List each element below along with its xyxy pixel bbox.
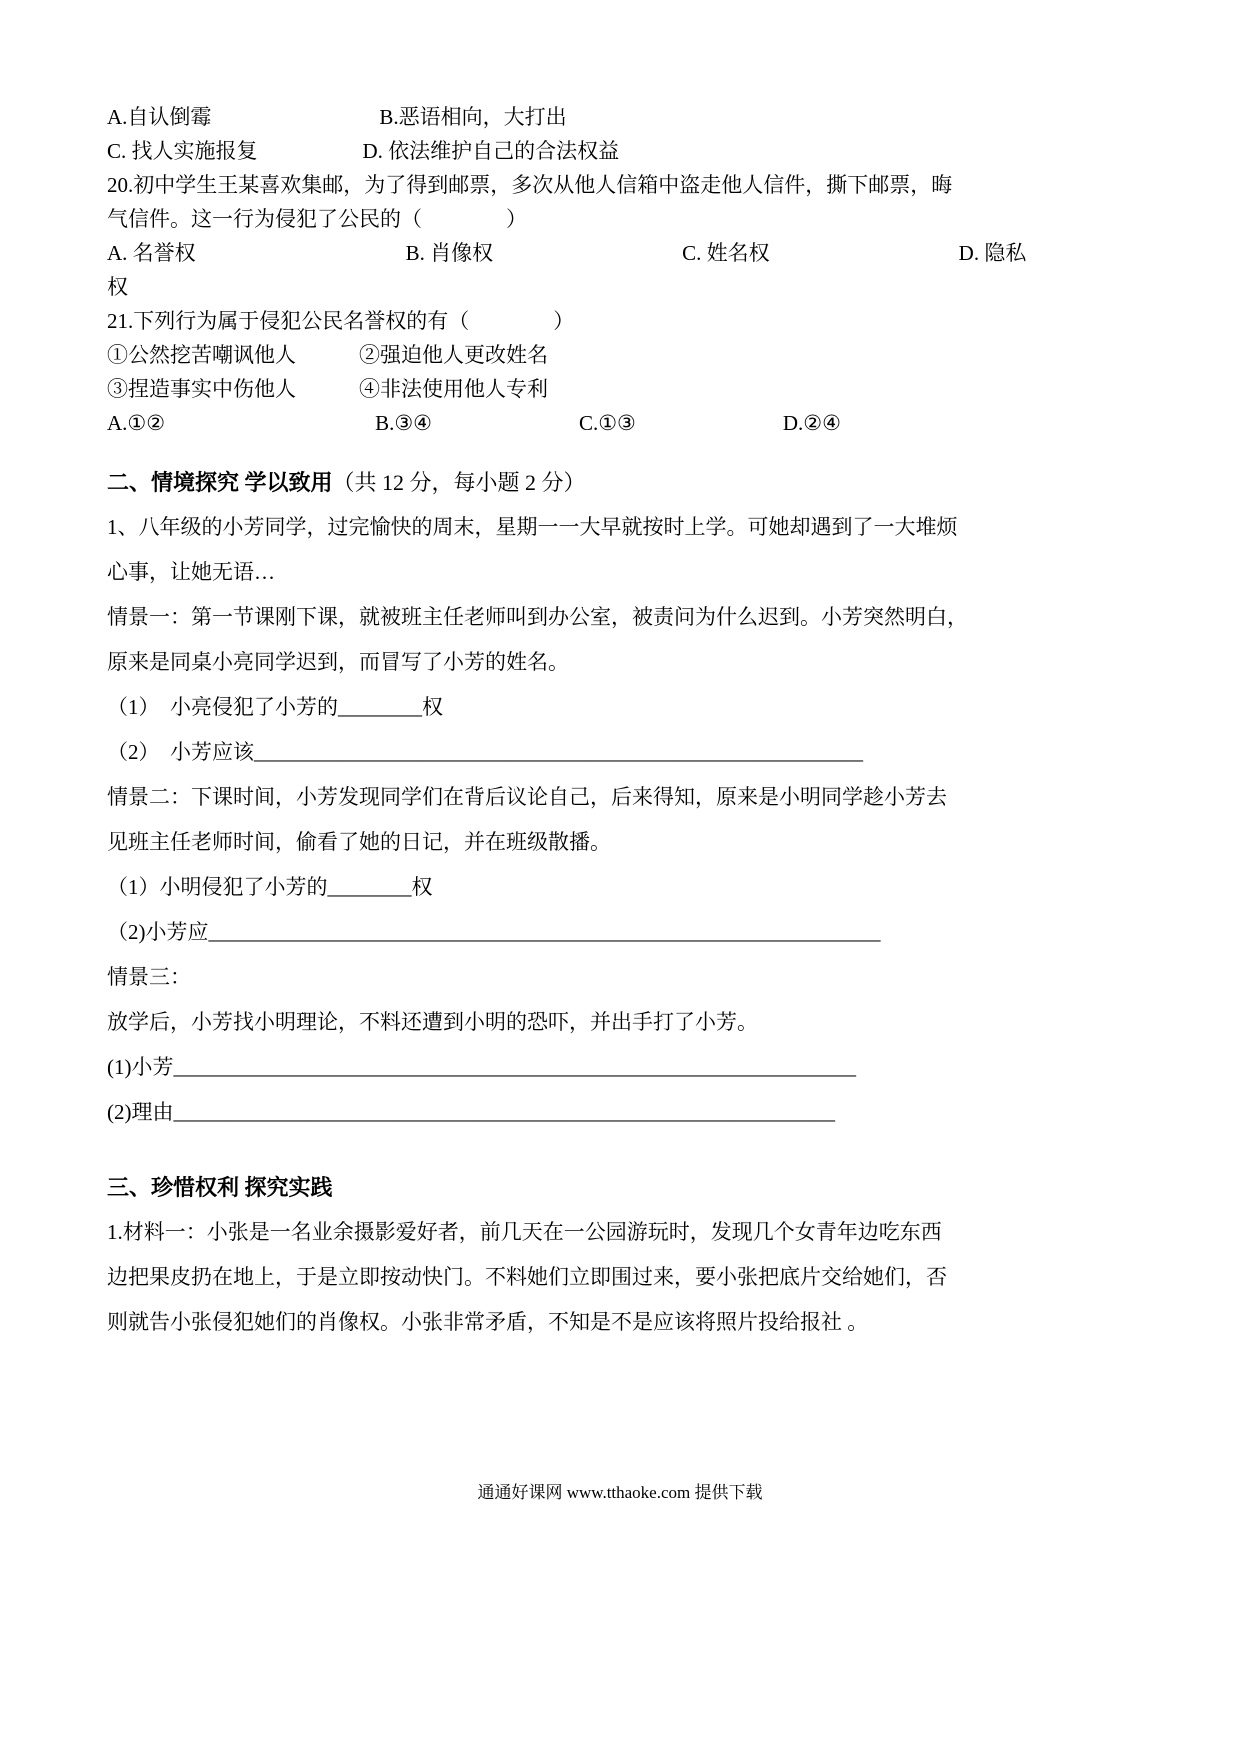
q19-options-cd (107, 134, 1140, 168)
scenario-2-line-2 (107, 820, 1140, 865)
material-1-line-2 (107, 1255, 1140, 1300)
line-text: A.自认倒霉 B.恶语相向，大打出 (107, 105, 567, 129)
line-text: （1） 小亮侵犯了小芳的________权 (107, 695, 443, 719)
line-text: 21.下列行为属于侵犯公民名誉权的有（ ） (107, 309, 575, 333)
line-text: 1.材料一：小张是一名业余摄影爱好者，前几天在一公园游玩时，发现几个女青年边吃东西 (107, 1220, 942, 1244)
question-20-options (107, 236, 1140, 270)
question-21-stem (107, 304, 1140, 338)
material-1-line-3 (107, 1300, 1140, 1345)
page-footer (0, 1478, 1240, 1503)
scenario-intro-line-1 (107, 505, 1140, 550)
question-20-stem-line-2 (107, 202, 1140, 236)
line-text: 情景三： (107, 965, 191, 989)
scenario-2-line-1 (107, 775, 1140, 820)
scenario-3-q2 (107, 1090, 1140, 1135)
line-text: 20.初中学生王某喜欢集邮，为了得到邮票，多次从他人信箱中盗走他人信件，撕下邮票，晦 (107, 173, 953, 197)
q19-options-ab (107, 100, 1140, 134)
line-text: A.①② B.③④ C.①③ D.②④ (107, 411, 841, 435)
line-text: ①公然挖苦嘲讽他人 ②强迫他人更改姓名 (107, 343, 548, 367)
line-text: 则就告小张侵犯她们的肖像权。小张非常矛盾，不知是不是应该将照片投给报社 。 (107, 1310, 869, 1334)
question-20-stem-line-1 (107, 168, 1140, 202)
scenario-3-label (107, 955, 1140, 1000)
line-text: 原来是同桌小亮同学迟到，而冒写了小芳的姓名。 (107, 650, 569, 674)
heading-text: 二、情境探究 学以致用 (107, 470, 333, 495)
question-20-options-wrap (107, 270, 1140, 304)
line-text: (1)小芳_________________________________________________________________ (107, 1055, 856, 1079)
section-2-heading (107, 460, 1140, 505)
question-21-options (107, 406, 1140, 440)
scenario-1-q2 (107, 730, 1140, 775)
scenario-2-q2 (107, 910, 1140, 955)
line-text: （1）小明侵犯了小芳的________权 (107, 875, 433, 899)
line-text: 心事，让她无语… (107, 560, 275, 584)
line-text: ③捏造事实中伤他人 ④非法使用他人专利 (107, 377, 548, 401)
scenario-1-line-1 (107, 595, 1140, 640)
line-text: 放学后，小芳找小明理论，不料还遭到小明的恐吓，并出手打了小芳。 (107, 1010, 758, 1034)
scenario-1-q1 (107, 685, 1140, 730)
line-text: （2)小芳应________________________________________________________________ (107, 920, 881, 944)
footer-text: 通通好课网 www.tthaoke.com 提供下载 (477, 1483, 763, 1502)
line-text: (2)理由_______________________________________________________________ (107, 1100, 835, 1124)
question-21-items-1-2 (107, 338, 1140, 372)
document-content (107, 100, 1140, 1345)
scenario-intro-line-2 (107, 550, 1140, 595)
material-1-line-1 (107, 1210, 1140, 1255)
scenario-1-line-2 (107, 640, 1140, 685)
scenario-2-q1 (107, 865, 1140, 910)
line-text: 权 (107, 275, 128, 299)
line-text: 见班主任老师时间，偷看了她的日记，并在班级散播。 (107, 830, 611, 854)
line-text: C. 找人实施报复 D. 依法维护自己的合法权益 (107, 139, 620, 163)
line-text: （2） 小芳应该__________________________________________________________ (107, 740, 863, 764)
scenario-3-q1 (107, 1045, 1140, 1090)
line-text: 边把果皮扔在地上，于是立即按动快门。不料她们立即围过来，要小张把底片交给她们，否 (107, 1265, 947, 1289)
heading-text: 三、珍惜权利 探究实践 (107, 1175, 333, 1200)
line-text: （共 12 分，每小题 2 分） (332, 470, 586, 495)
line-text: 1、八年级的小芳同学，过完愉快的周末，星期一一大早就按时上学。可她却遇到了一大堆烦 (107, 515, 958, 539)
line-text: A. 名誉权 B. 肖像权 C. 姓名权 D. 隐私 (107, 241, 1027, 265)
line-text: 情景二：下课时间，小芳发现同学们在背后议论自己，后来得知，原来是小明同学趁小芳去 (107, 785, 947, 809)
line-text: 情景一：第一节课刚下课，就被班主任老师叫到办公室，被责问为什么迟到。小芳突然明白， (107, 605, 968, 629)
line-text: 气信件。这一行为侵犯了公民的（ ） (107, 207, 527, 231)
question-21-items-3-4 (107, 372, 1140, 406)
section-3-heading (107, 1165, 1140, 1210)
scenario-3-line-1 (107, 1000, 1140, 1045)
